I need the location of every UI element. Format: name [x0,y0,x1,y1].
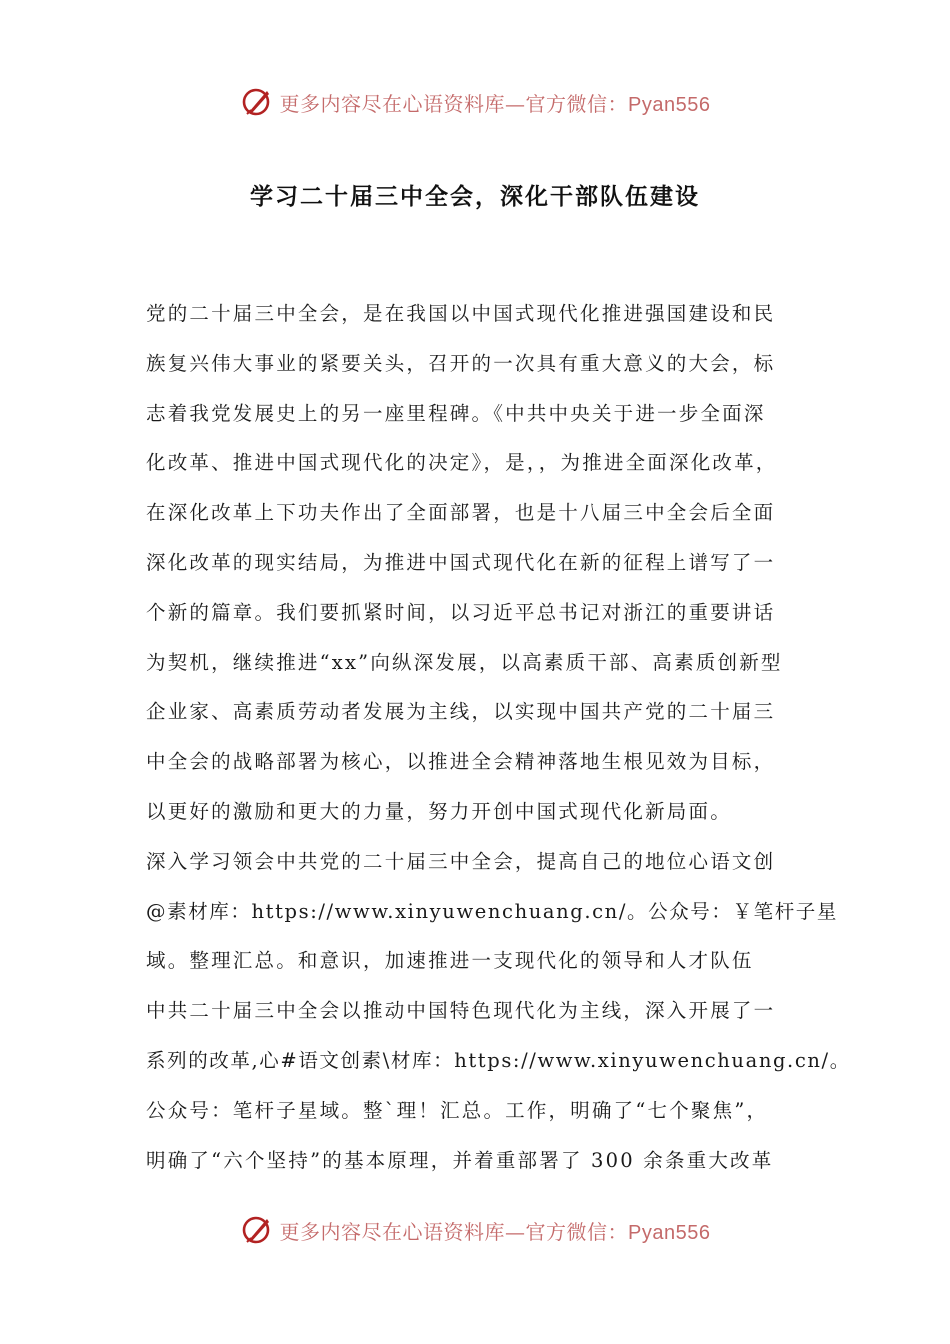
banner-text [280,88,711,117]
quill-logo-icon [240,1213,274,1247]
banner-text [280,1216,711,1245]
body-line: 族复兴伟大事业的紧要关头，召开的一次具有重大意义的大会，标 [146,351,776,375]
body-line: 个新的篇章。我们要抓紧时间，以习近平总书记对浙江的重要讲话 [146,600,776,624]
body-line: 中全会的战略部署为核心，以推进全会精神落地生根见效为目标， [146,750,776,774]
body-line: 化改革、推进中国式现代化的决定》，是，，为推进全面深化改革， [146,451,778,475]
body-line: 以更好的激励和更大的力量，努力开创中国式现代化新局面。 [146,799,732,823]
header-banner [0,82,950,122]
body-line: 志着我党发展史上的另一座里程碑。《中共中央关于进一步全面深 [146,401,766,425]
banner-label: 更多内容尽在心语资料库—官方微信： [279,1219,629,1244]
body-line: 中共二十届三中全会以推动中国特色现代化为主线，深入开展了一 [146,999,776,1023]
quill-logo-icon [240,85,274,119]
document-body [146,294,851,1190]
body-line: 系列的改革,心#语文创素\材库：https://www.xinyuwenchuang.cn/。 [146,1048,851,1072]
body-line: 企业家、高素质劳动者发展为主线，以实现中国共产党的二十届三 [146,700,776,724]
body-line: 明确了“六个坚持”的基本原理，并着重部署了 300 余条重大改革 [146,1148,774,1172]
body-line: 公众号：笔杆子星域。整`理！汇总。工作，明确了“七个聚焦”， [146,1098,769,1122]
footer-banner [0,1210,950,1250]
body-line: 域。整理汇总。和意识，加速推进一支现代化的领导和人才队伍 [146,949,754,973]
body-line: 党的二十届三中全会，是在我国以中国式现代化推进强国建设和民 [146,302,776,325]
body-line: 深入学习领会中共党的二十届三中全会，提高自己的地位心语文创 [146,849,776,873]
body-line: 在深化改革上下功夫作出了全面部署，也是十八届三中全会后全面 [146,501,776,525]
body-line: @素材库：https://www.xinyuwenchuang.cn/。公众号：￥笔杆子星 [146,899,839,923]
body-line: 为契机，继续推进“xx”向纵深发展，以高素质干部、高素质创新型 [146,650,783,674]
document-title: 学习二十届三中全会，深化干部队伍建设 [250,184,700,210]
wechat-id: Pyan556 [628,93,711,116]
banner-label: 更多内容尽在心语资料库—官方微信： [279,91,629,116]
body-line: 深化改革的现实结局，为推进中国式现代化在新的征程上谱写了一 [146,550,776,574]
wechat-id: Pyan556 [628,1221,711,1244]
